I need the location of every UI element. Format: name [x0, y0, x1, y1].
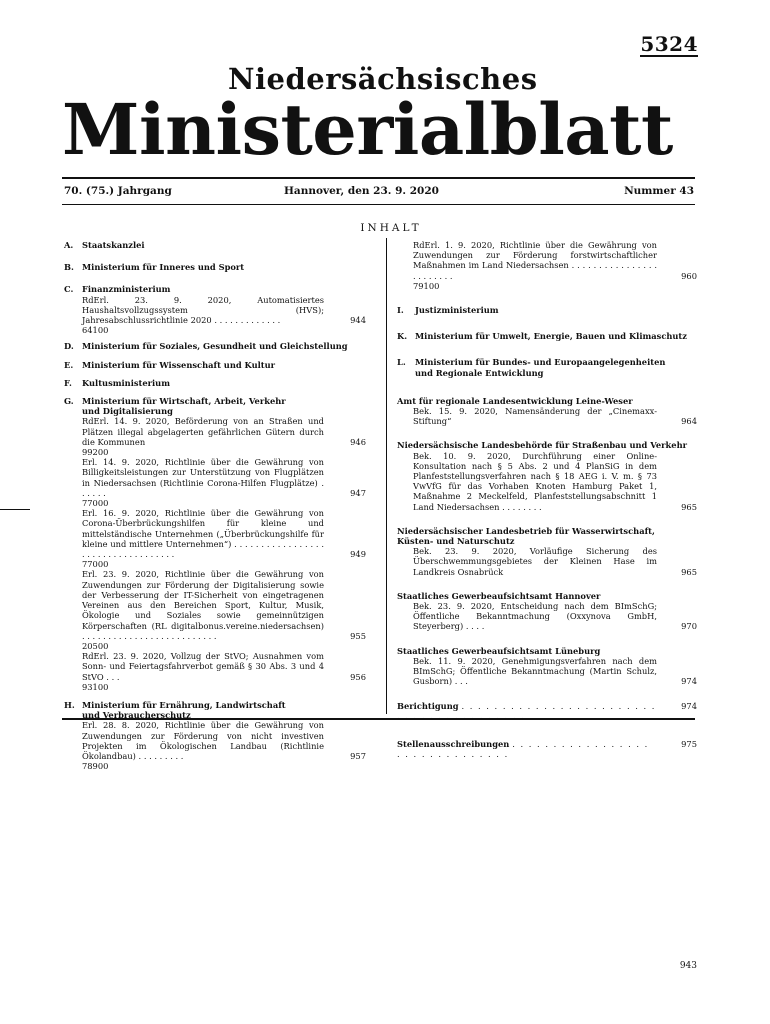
page-ref: 970 [681, 621, 697, 632]
toc-heading: INHALT [360, 222, 422, 234]
toc-end-rule [62, 718, 695, 720]
toc-section-b: B. Ministerium für Inneres und Sport [64, 262, 245, 273]
masthead-line1: Niedersächsisches [228, 62, 538, 96]
place-date: Hannover, den 23. 9. 2020 [284, 185, 439, 197]
authority-heading: Staatliches Gewerbeaufsichtsamt Lüneburg [397, 645, 601, 656]
toc-section-e: E. Ministerium für Wissenschaft und Kultur [64, 359, 275, 370]
toc-section-g: G. Ministerium für Wirtschaft, Arbeit, Verkehr und Digitalisierung [64, 396, 286, 417]
toc-entry[interactable]: Bek. 23. 9. 2020, Vorläufige Sicherung des Überschwemmungsgebietes der Kleinen Hase im Landkreis Osnabrück 965 [413, 546, 697, 577]
toc-entry[interactable]: Erl. 16. 9. 2020, Richtlinie über die Gewährung von Corona-Überbrückungshilfen für kleine und mittelständische Unternehmen („Überbrückungshilfe für kleine und mittlere Unternehmen“) . . . . . . . . . . . . . . . . . . . . . . . . . . . . . . . . . . . 77000 949 [82, 508, 366, 570]
authority-heading: Niedersächsischer Landesbetrieb für Wasserwirtschaft, Küsten- und Naturschutz [397, 525, 655, 547]
toc-entry[interactable]: Bek. 10. 9. 2020, Durchführung einer Online-Konsultation nach § 5 Abs. 2 und 4 PlanSiG in dem Planfeststellungsverfahren nach § 18 AEG i. V. m. § 73 VwVfG für das Vorhaben Knoten Hamburg Paket 1, Maßnahme 2 Meckelfeld, Planfeststellungsabschnitt 1 Land Niedersachsen . . . . . . . . 965 [413, 450, 697, 512]
page-ref: 960 [681, 270, 697, 281]
page-ref: 965 [681, 566, 697, 577]
page-ref: 975 [681, 738, 697, 749]
toc-section-f: F. Kultusministerium [64, 377, 170, 388]
toc-entry[interactable]: Erl. 14. 9. 2020, Richtlinie über die Gewährung von Billigkeitsleistungen zur Unterstützung von Flugplätzen in Niedersachsen (Richtlinie Corona-Hilfen Flugplätze) . . . . . . 77000 947 [82, 457, 366, 509]
toc-entry[interactable]: RdErl. 14. 9. 2020, Beförderung von an Straßen und Plätzen illegal abgelagerten gefährlichen Gütern durch die Kommunen 99200 946 [82, 416, 366, 458]
margin-mark [0, 509, 30, 510]
page-ref: 965 [681, 501, 697, 512]
toc-entry[interactable]: Bek. 11. 9. 2020, Genehmigungsverfahren nach dem BImSchG; Öffentliche Bekanntmachung (Martin Schulz, Gusborn) . . . 974 [413, 655, 697, 687]
issue-label: Nummer 43 [624, 185, 694, 197]
column-divider [386, 238, 387, 714]
toc-entry[interactable]: RdErl. 23. 9. 2020, Automatisiertes Haushaltsvollzugssystem (HVS); Jahresabschlussrichtlinie 2020 . . . . . . . . . . . . . 64100 944 [82, 294, 366, 336]
page-ref: 949 [350, 549, 366, 560]
toc-entry[interactable]: Erl. 28. 8. 2020, Richtlinie über die Gewährung von Zuwendungen zur Förderung von nicht investiven Projekten im Ökologischen Landbau (Richtlinie Ökolandbau) . . . . . . . . . 78900 957 [82, 720, 366, 772]
toc-entry-berichtigung[interactable]: Berichtigung . . . . . . . . . . . . . . . . . . . . . . . . . . . . . . . . . . . . . . . . 974 [397, 700, 697, 721]
toc-right-column [397, 240, 697, 759]
authority-heading: Staatliches Gewerbeaufsichtsamt Hannover [397, 590, 601, 601]
page-ref: 947 [350, 488, 366, 499]
page-ref: 955 [350, 630, 366, 641]
page-ref: 974 [681, 700, 697, 711]
toc-section-c: C. Finanzministerium [64, 284, 171, 295]
toc-section-k: K. Ministerium für Umwelt, Energie, Bauen und Klimaschutz [397, 331, 687, 342]
toc-entry[interactable]: RdErl. 1. 9. 2020, Richtlinie über die Gewährung von Zuwendungen zur Förderung forstwirtschaftlicher Maßnahmen im Land Niedersachsen . . . . . . . . . . . . . . . . . . . . . . . . 79100 960 [413, 240, 697, 291]
masthead-title: Ministerialblatt [62, 88, 673, 171]
page-ref: 946 [350, 437, 366, 448]
toc-entry[interactable]: Erl. 23. 9. 2020, Richtlinie über die Gewährung von Zuwendungen zur Förderung der Digitalisierung sowie der Verbesserung der IT-Sicherheit von eingetragenen Vereinen aus den Bereichen Sport, Kultur, Musik, Ökologie und Soziales sowie gemeinnützigen Körperschaften (RL digitalbonus.vereine.niedersachsen) . . . . . . . . . . . . . . . . . . . . . . . . . . 20500 955 [82, 569, 366, 651]
issue-number: 5324 [640, 32, 698, 56]
toc-section-a: A. Staatskanzlei [64, 240, 145, 250]
page-ref: 964 [681, 416, 697, 427]
toc-section-l: L. Ministerium für Bundes- und Europaangelegenheiten und Regionale Entwicklung [397, 357, 666, 378]
toc-entry[interactable]: Bek. 15. 9. 2020, Namensänderung der „Cinemaxx-Stiftung“ 964 [413, 406, 697, 427]
page-ref: 944 [350, 315, 366, 326]
header-rule-top [62, 177, 695, 179]
toc-section-d: D. Ministerium für Soziales, Gesundheit und Gleichstellung [64, 341, 348, 352]
authority-heading: Amt für regionale Landesentwicklung Leine-Weser [397, 395, 633, 406]
authority-heading: Niedersächsische Landesbehörde für Straßenbau und Verkehr [397, 440, 687, 451]
toc-left-column [64, 240, 366, 771]
header-rule-bottom [62, 204, 695, 205]
page-ref: 957 [350, 751, 366, 762]
page-ref: 956 [350, 671, 366, 682]
volume-label: 70. (75.) Jahrgang [64, 185, 172, 197]
toc-entry-stellen[interactable]: Stellenausschreibungen . . . . . . . . . . . . . . . . . . . . . . . . . . . . . . . 975 [397, 738, 697, 760]
page-ref: 974 [681, 676, 697, 687]
toc-section-h: H. Ministerium für Ernährung, Landwirtschaft und Verbraucherschutz [64, 699, 286, 721]
toc-section-i: I. Justizministerium [397, 305, 499, 316]
toc-entry[interactable]: RdErl. 23. 9. 2020, Vollzug der StVO; Ausnahmen vom Sonn- und Feiertagsfahrverbot gemäß § 30 Abs. 3 und 4 StVO . . . 93100 956 [82, 651, 366, 692]
toc-entry[interactable]: Bek. 23. 9. 2020, Entscheidung nach dem BImSchG; Öffentliche Bekanntmachung (Oxxynova GmbH, Steyerberg) . . . . 970 [413, 601, 697, 632]
page-number: 943 [679, 961, 697, 971]
